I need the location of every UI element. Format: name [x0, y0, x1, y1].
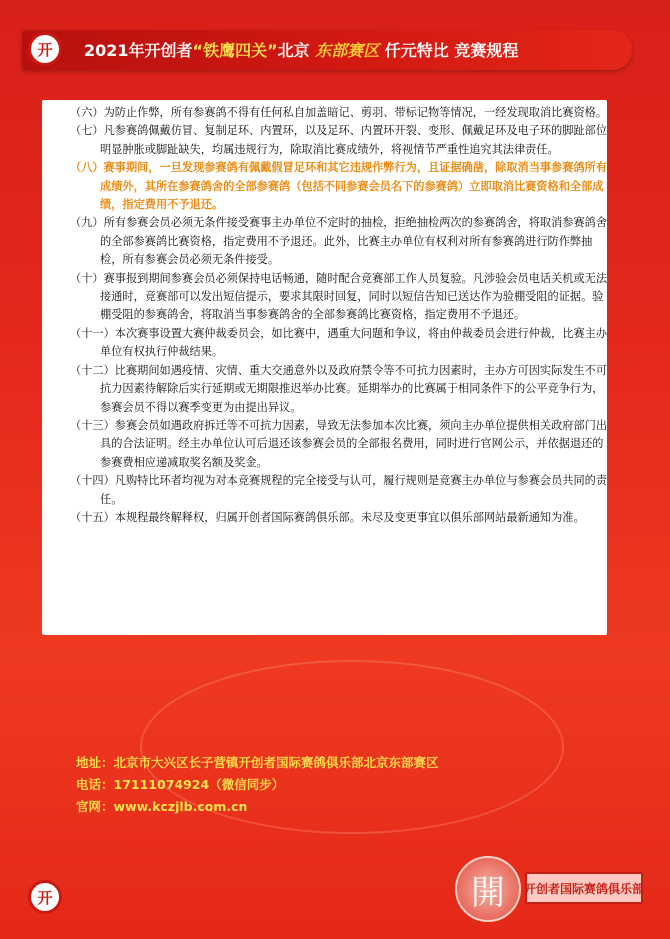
rule-item-12: （十二）比赛期间如遇疫情、灾情、重大交通意外以及政府禁令等不可抗力因素时，主办方可因实际发生不可抗力因素待解除后实行延期或无期限推迟举办比赛。延期举办的比赛属于相同条件下的公平竞争行为，参赛会员不得以赛季变更为由提出异议。: [70, 363, 608, 414]
seal-glyph: 开: [37, 40, 53, 59]
rule-item-6: （六）为防止作弊，所有参赛鸽不得有任何私自加盖暗记、剪羽、带标记物等情况，一经发现取消比赛资格。: [70, 106, 608, 119]
title-city: 北京: [277, 41, 310, 60]
website-label: 官网：: [76, 799, 114, 814]
page-title: [84, 38, 518, 61]
rules-list: [70, 104, 610, 527]
title-prefix: 2021年开创者: [84, 41, 193, 60]
address-label: 地址：: [76, 755, 114, 770]
website-link[interactable]: www.kczjlb.com.cn: [113, 799, 248, 814]
address-line: [76, 752, 439, 774]
footer-seal-glyph: 开: [37, 888, 53, 907]
club-name-badge: 开创者国际赛鸽俱乐部: [525, 872, 643, 904]
title-region: 东部赛区: [315, 41, 380, 60]
rule-item-14: （十四）凡购特比环者均视为对本竞赛规程的完全接受与认可，履行规则是竞赛主办单位与参赛会员共同的责任。: [70, 474, 608, 506]
club-seal-logo: [28, 32, 62, 66]
rule-item-13: （十三）参赛会员如遇政府拆迁等不可抗力因素，导致无法参加本次比赛，须向主办单位提供相关政府部门出具的合法证明。经主办单位认可后退还该参赛会员的全部报名费用，同时进行官网公示，并依据退还的参赛费相应递减取奖名额及奖金。: [70, 418, 608, 469]
rule-item-11: （十一）本次赛事设置大赛仲裁委员会，如比赛中，遇重大问题和争议，将由仲裁委员会进行仲裁，比赛主办单位有权执行仲裁结果。: [70, 326, 608, 359]
club-emblem-glyph: 開: [471, 872, 505, 913]
address-value: 北京市大兴区长子营镇开创者国际赛鸽俱乐部北京东部赛区: [113, 755, 439, 770]
rule-item-15: （十五）本规程最终解释权，归属开创者国际赛鸽俱乐部。未尽及变更事宜以俱乐部网站最新通知为准。: [70, 510, 585, 524]
contact-info: [76, 752, 439, 818]
website-line: [76, 796, 439, 818]
rule-item-9: （九）所有参赛会员必须无条件接受赛事主办单位不定时的抽检，拒绝抽检两次的参赛鸽舍，将取消参赛鸽舍的全部参赛鸽比赛资格，指定费用不予退还。此外，比赛主办单位有权利对所有参赛鸽进行防作弊抽检，所有参赛会员必须无条件接受。: [70, 216, 608, 267]
phone-value: 17111074924（微信同步）: [113, 777, 285, 792]
phone-label: 电话：: [76, 777, 114, 792]
rule-item-8: （八）赛事期间，一旦发现参赛鸽有佩戴假冒足环和其它违规作弊行为，且证据确凿，除取消当事参赛鸽所有成绩外，其所在参赛鸽舍的全部参赛鸽（包括不同参赛会员名下的参赛鸽）立即取消比赛资格和全部成绩，指定费用不予退还。: [70, 161, 608, 212]
club-emblem-logo: [455, 856, 521, 922]
title-suffix: 仟元特比 竞赛规程: [384, 41, 519, 60]
footer-seal-logo: [28, 880, 62, 914]
title-brand: “铁鹰四关”: [192, 41, 278, 60]
rule-item-7: （七）凡参赛鸽佩戴仿冒、复制足环、内置环，以及足环、内置环开裂、变形、佩戴足环及电子环的脚趾部位明显肿胀或脚趾缺失，均属违规行为，除取消比赛成绩外，将视情节严重性追究其法律责任。: [70, 124, 608, 156]
rule-item-10: （十）赛事报到期间参赛会员必须保持电话畅通，随时配合竞赛部工作人员复验。凡涉验会员电话关机或无法接通时，竞赛部可以发出短信提示，要求其限时回复，同时以短信告知已送达作为验棚受阻的证据。验棚受阻的参赛鸽舍，将取消当事参赛鸽舍的全部参赛鸽比赛资格，指定费用不予退还。: [70, 271, 608, 322]
phone-line: [76, 774, 439, 796]
